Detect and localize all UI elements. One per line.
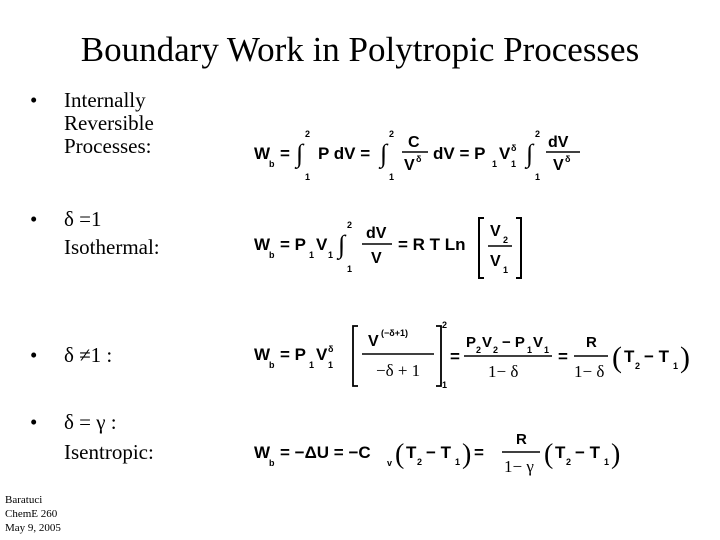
slide-title: Boundary Work in Polytropic Processes bbox=[80, 30, 640, 69]
bullet-line: Processes: bbox=[64, 134, 152, 158]
equation-polytropic-work bbox=[250, 318, 718, 397]
svg-text:P: P bbox=[466, 334, 477, 351]
svg-text:1: 1 bbox=[673, 361, 679, 371]
svg-text:T: T bbox=[555, 443, 566, 462]
svg-text:1: 1 bbox=[305, 172, 311, 182]
svg-text:b: b bbox=[269, 360, 275, 370]
equation-general-work bbox=[250, 122, 590, 189]
svg-text:= R T Ln: = R T Ln bbox=[398, 235, 466, 254]
svg-text:1: 1 bbox=[328, 250, 334, 260]
svg-text:1: 1 bbox=[328, 360, 334, 370]
svg-text:V: V bbox=[553, 157, 564, 174]
bullet-line: δ = γ : bbox=[64, 410, 117, 434]
svg-text:δ: δ bbox=[565, 154, 571, 164]
equation-isothermal-work bbox=[250, 210, 530, 285]
svg-text:(−δ+1): (−δ+1) bbox=[381, 328, 408, 338]
bullet-marker: • bbox=[30, 343, 38, 367]
svg-text:b: b bbox=[269, 250, 275, 260]
svg-text:∫: ∫ bbox=[526, 139, 534, 168]
svg-text:b: b bbox=[269, 458, 275, 468]
svg-text:− P: − P bbox=[502, 334, 525, 351]
bullet-line: Isentropic: bbox=[64, 440, 154, 464]
svg-text:2: 2 bbox=[635, 361, 641, 371]
footer-course: ChemE 260 bbox=[5, 508, 58, 520]
svg-text:δ: δ bbox=[511, 143, 517, 153]
svg-text:V: V bbox=[490, 223, 501, 240]
svg-text:∫: ∫ bbox=[338, 230, 346, 259]
svg-text:W: W bbox=[254, 345, 271, 364]
svg-text:2: 2 bbox=[535, 129, 541, 139]
svg-text:C: C bbox=[408, 134, 420, 151]
svg-text:= P: = P bbox=[280, 345, 306, 364]
svg-text:− T: − T bbox=[426, 443, 452, 462]
svg-text:− T: − T bbox=[644, 347, 670, 366]
svg-text:(: ( bbox=[544, 439, 554, 470]
svg-text:∫: ∫ bbox=[296, 139, 304, 168]
svg-text:δ: δ bbox=[328, 344, 334, 354]
svg-text:V: V bbox=[533, 334, 544, 351]
bullet-line: Reversible bbox=[64, 111, 154, 135]
svg-text:V: V bbox=[371, 250, 382, 267]
bullet-line: Isothermal: bbox=[64, 235, 160, 259]
svg-text:−δ + 1: −δ + 1 bbox=[376, 361, 421, 380]
svg-text:1− δ: 1− δ bbox=[574, 362, 605, 381]
svg-text:1: 1 bbox=[503, 265, 509, 275]
svg-text:): ) bbox=[611, 439, 621, 470]
svg-text:2: 2 bbox=[347, 220, 353, 230]
svg-text:(: ( bbox=[612, 341, 622, 374]
svg-text:dV: dV bbox=[366, 225, 387, 242]
svg-text:1− γ: 1− γ bbox=[504, 457, 534, 476]
bullet-marker: • bbox=[30, 207, 38, 231]
svg-text:2: 2 bbox=[493, 345, 499, 355]
svg-text:W: W bbox=[254, 443, 271, 462]
svg-text:=: = bbox=[450, 347, 460, 366]
bullet-marker: • bbox=[30, 88, 38, 112]
svg-text:=: = bbox=[474, 443, 484, 462]
svg-text:1: 1 bbox=[492, 159, 498, 169]
svg-text:1: 1 bbox=[604, 457, 610, 467]
svg-text:δ: δ bbox=[416, 154, 422, 164]
svg-text:2: 2 bbox=[442, 320, 448, 330]
svg-text:1: 1 bbox=[309, 250, 315, 260]
svg-text:V: V bbox=[404, 157, 415, 174]
svg-text:V: V bbox=[482, 334, 493, 351]
svg-text:W: W bbox=[254, 144, 271, 163]
svg-text:V: V bbox=[490, 253, 501, 270]
svg-text:dV: dV bbox=[548, 134, 569, 151]
svg-text:P dV =: P dV = bbox=[318, 144, 371, 163]
svg-text:T: T bbox=[406, 443, 417, 462]
svg-text:b: b bbox=[269, 159, 275, 169]
svg-text:∫: ∫ bbox=[380, 139, 388, 168]
svg-text:1: 1 bbox=[544, 345, 550, 355]
svg-text:R: R bbox=[516, 431, 527, 448]
svg-text:dV = P: dV = P bbox=[433, 144, 486, 163]
svg-text:2: 2 bbox=[476, 345, 482, 355]
bullet-line: δ =1 bbox=[64, 207, 102, 231]
svg-text:W: W bbox=[254, 235, 271, 254]
svg-text:= P: = P bbox=[280, 235, 306, 254]
svg-text:V: V bbox=[499, 144, 511, 163]
svg-text:=: = bbox=[280, 144, 290, 163]
svg-text:1− δ: 1− δ bbox=[488, 362, 519, 381]
svg-text:2: 2 bbox=[389, 129, 395, 139]
svg-text:− T: − T bbox=[575, 443, 601, 462]
svg-text:): ) bbox=[462, 439, 472, 470]
svg-text:2: 2 bbox=[305, 129, 311, 139]
svg-text:1: 1 bbox=[527, 345, 533, 355]
svg-text:1: 1 bbox=[535, 172, 541, 182]
svg-text:1: 1 bbox=[511, 159, 517, 169]
svg-text:= −ΔU = −C: = −ΔU = −C bbox=[280, 443, 371, 462]
svg-text:v: v bbox=[387, 458, 393, 468]
svg-text:=: = bbox=[558, 347, 568, 366]
svg-text:V: V bbox=[368, 333, 379, 350]
equation-isentropic-work bbox=[250, 422, 630, 487]
svg-text:R: R bbox=[586, 334, 597, 351]
svg-text:T: T bbox=[624, 347, 635, 366]
bullet-marker: • bbox=[30, 410, 38, 434]
svg-text:): ) bbox=[680, 341, 690, 374]
svg-text:1: 1 bbox=[389, 172, 395, 182]
svg-text:2: 2 bbox=[417, 457, 423, 467]
svg-text:V: V bbox=[316, 235, 328, 254]
footer-date: May 9, 2005 bbox=[5, 522, 61, 534]
footer-author: Baratuci bbox=[5, 494, 43, 506]
svg-text:(: ( bbox=[395, 439, 405, 470]
svg-text:1: 1 bbox=[442, 380, 448, 390]
svg-text:1: 1 bbox=[309, 360, 315, 370]
svg-text:V: V bbox=[316, 345, 328, 364]
svg-text:2: 2 bbox=[503, 235, 509, 245]
slide-footer bbox=[5, 493, 61, 535]
svg-text:1: 1 bbox=[455, 457, 461, 467]
bullet-line: δ ≠1 : bbox=[64, 343, 113, 367]
svg-text:1: 1 bbox=[347, 264, 353, 274]
svg-text:2: 2 bbox=[566, 457, 572, 467]
bullet-line: Internally bbox=[64, 88, 146, 112]
